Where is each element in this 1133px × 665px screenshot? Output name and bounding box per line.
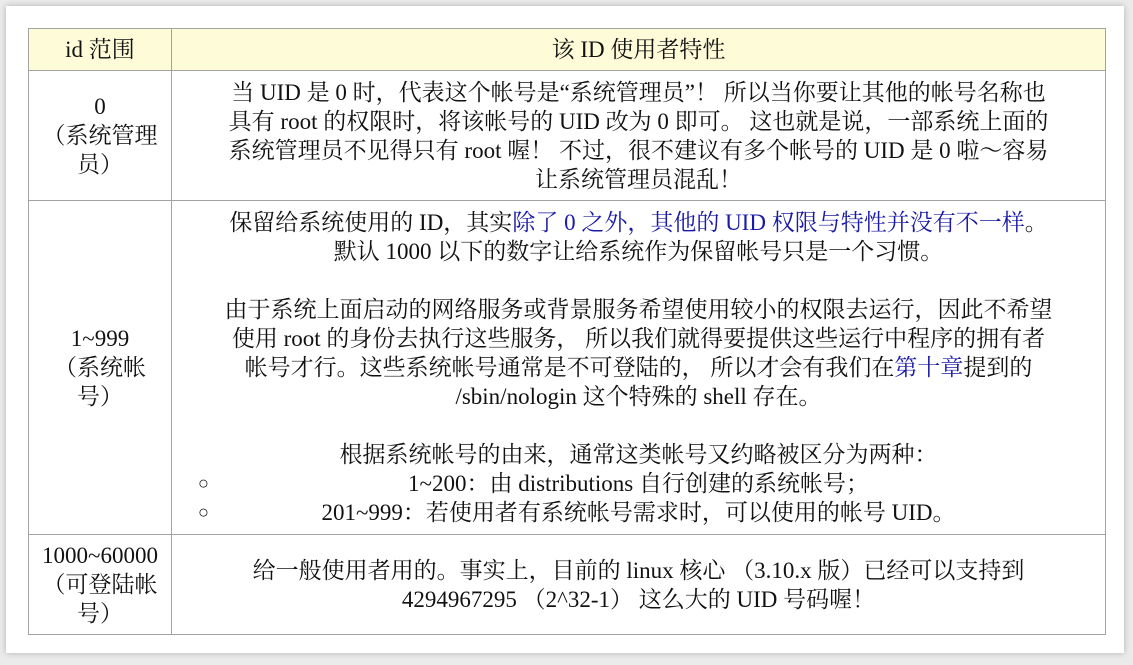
table-row [29, 535, 1106, 635]
id-range-cell [29, 535, 172, 635]
description-line: /sbin/nologin 这个特殊的 shell 存在。 [455, 384, 822, 409]
list-item-text: 1~200：由 distributions 自行创建的系统帐号； [408, 471, 869, 496]
header-id-range: id 范围 [29, 29, 172, 71]
description-line [178, 353, 1099, 382]
table-header-row [29, 29, 1106, 71]
description-line: 当 UID 是 0 时，代表这个帐号是“系统管理员”！ 所以当你要让其他的帐号名称也 [231, 79, 1046, 105]
description-line [178, 208, 1099, 237]
paragraph-gap [178, 266, 1099, 295]
uid-range-table [28, 28, 1106, 635]
description-cell [172, 201, 1106, 535]
table-row [29, 201, 1106, 535]
id-range-label: 员） [77, 152, 123, 177]
id-range-value: 1~999 [70, 326, 130, 351]
description-line: 使用 root 的身份去执行这些服务， 所以我们就得要提供这些运行中程序的拥有者 [231, 326, 1046, 351]
id-range-label: （系统帐 [54, 355, 146, 380]
description-text: 帐号才行。这些系统帐号通常是不可登陆的， 所以才会有我们在 [244, 355, 895, 380]
list-item [178, 498, 1099, 527]
description-line: 系统管理员不见得只有 root 喔！ 不过，很不建议有多个帐号的 UID 是 0 啦～容易 [228, 137, 1049, 163]
list-item-text: 201~999：若使用者有系统帐号需求时，可以使用的帐号 UID。 [321, 500, 956, 525]
description-text: 提到的 [963, 355, 1033, 380]
description-line: 根据系统帐号的由来，通常这类帐号又约略被区分为两种： [339, 442, 938, 467]
description-line: 给一般使用者用的。事实上，目前的 linux 核心 （3.10.x 版）已经可以支持到 [252, 557, 1025, 583]
id-range-label: （系统管理 [42, 123, 158, 148]
description-line: 默认 1000 以下的数字让给系统作为保留帐号只是一个习惯。 [333, 239, 944, 264]
bullet-icon: ○ [198, 473, 209, 493]
id-range-value: 1000~60000 [42, 543, 158, 568]
id-range-value: 0 [94, 94, 106, 119]
description-cell [172, 535, 1106, 635]
description-line: 让系统管理员混乱！ [535, 166, 742, 192]
description-line: 由于系统上面启动的网络服务或背景服务希望使用较小的权限去运行，因此不希望 [224, 297, 1053, 322]
header-characteristics: 该 ID 使用者特性 [172, 29, 1106, 71]
id-range-label: 号） [77, 384, 123, 409]
chapter-ten-link[interactable]: 第十章 [894, 355, 964, 380]
highlight-text: 除了 0 之外，其他的 UID 权限与特性并没有不一样 [512, 210, 1025, 235]
description-text: 保留给系统使用的 ID，其实 [229, 210, 513, 235]
paragraph-gap [178, 411, 1099, 440]
bullet-icon: ○ [198, 502, 209, 522]
content-frame [6, 6, 1124, 653]
description-line: 具有 root 的权限时，将该帐号的 UID 改为 0 即可。 这也就是说，一部系统上面的 [228, 108, 1049, 134]
id-range-cell [29, 71, 172, 201]
id-range-cell [29, 201, 172, 535]
description-line: 4294967295 （2^32-1） 这么大的 UID 号码喔！ [401, 586, 876, 612]
id-range-label: （可登陆帐 [42, 572, 158, 597]
description-cell [172, 71, 1106, 201]
list-item [178, 469, 1099, 498]
table-row [29, 71, 1106, 201]
id-range-label: 号） [77, 601, 123, 626]
description-text: 。 [1024, 210, 1048, 235]
